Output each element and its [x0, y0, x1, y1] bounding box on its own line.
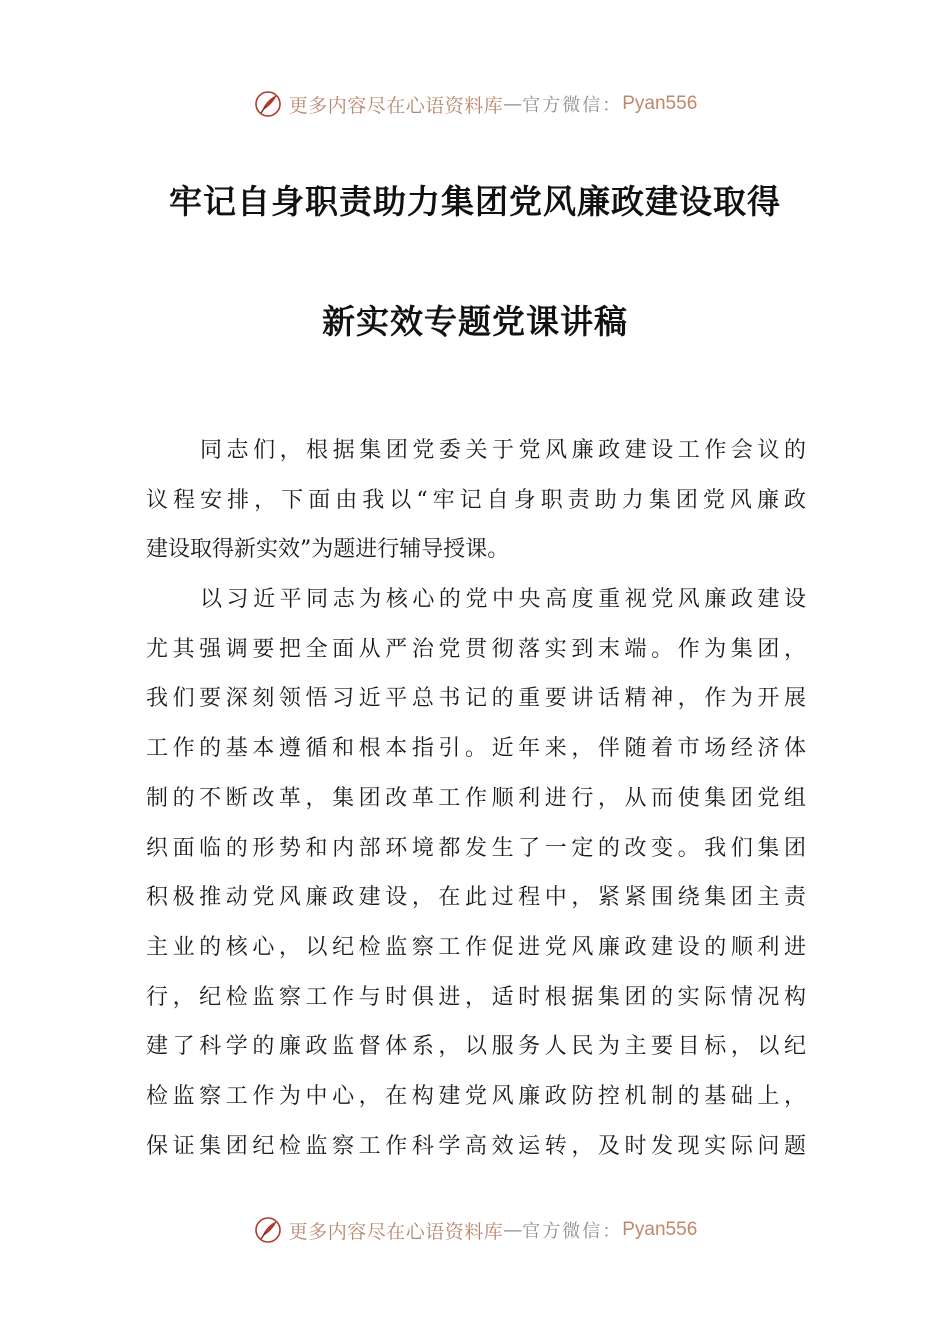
- paragraph: [146, 426, 806, 575]
- text-line: 检监察工作为中心，在构建党风廉政防控机制的基础上，: [146, 1083, 806, 1109]
- paragraph: [146, 575, 806, 1171]
- separator: —: [503, 93, 523, 115]
- document-title-line-1: 牢记自身职责助力集团党风廉政建设取得: [169, 182, 781, 221]
- quill-pen-icon: [253, 1215, 283, 1245]
- text-line: 制的不断改革，集团改革工作顺利进行，从而使集团党组: [146, 785, 806, 811]
- promo-text: 更多内容尽在心语资料库: [288, 94, 504, 117]
- text-line: 保证集团纪检监察工作科学高效运转，及时发现实际问题: [146, 1133, 806, 1159]
- text-line: 我们要深刻领悟习近平总书记的重要讲话精神，作为开展: [146, 686, 806, 712]
- document-body: [146, 426, 806, 1171]
- footer-watermark: [0, 1210, 950, 1250]
- text-line: 尤其强调要把全面从严治党贯彻落实到末端。作为集团，: [146, 636, 806, 662]
- quill-pen-icon: [253, 89, 283, 119]
- header-watermark: [0, 84, 950, 124]
- text-line: 同志们，根据集团党委关于党风廉政建设工作会议的: [200, 438, 806, 463]
- text-line: 主业的核心，以纪检监察工作促进党风廉政建设的顺利进: [146, 934, 806, 960]
- wechat-label: 官方微信：: [522, 1221, 623, 1242]
- text-line: 织面临的形势和内部环境都发生了一定的改变。我们集团: [146, 835, 806, 861]
- text-line: 积极推动党风廉政建设，在此过程中，紧紧围绕集团主责: [146, 885, 806, 911]
- promo-text: 更多内容尽在心语资料库: [288, 1220, 504, 1243]
- wechat-id: Pyan556: [622, 1219, 698, 1240]
- wechat-id: Pyan556: [622, 93, 698, 114]
- text-line: 以习近平同志为核心的党中央高度重视党风廉政建设: [200, 587, 806, 613]
- text-line: 议程安排，下面由我以“牢记自身职责助力集团党风廉政: [146, 487, 806, 513]
- text-line: 建设取得新实效”为题进行辅导授课。: [146, 537, 510, 563]
- separator: —: [503, 1219, 523, 1241]
- text-line: 建了科学的廉政监督体系，以服务人民为主要目标，以纪: [146, 1034, 806, 1060]
- text-line: 行，纪检监察工作与时俱进，适时根据集团的实际情况构: [146, 984, 806, 1010]
- document-title-line-2: 新实效专题党课讲稿: [322, 302, 628, 341]
- text-line: 工作的基本遵循和根本指引。近年来，伴随着市场经济体: [146, 736, 806, 762]
- wechat-label: 官方微信：: [522, 95, 623, 116]
